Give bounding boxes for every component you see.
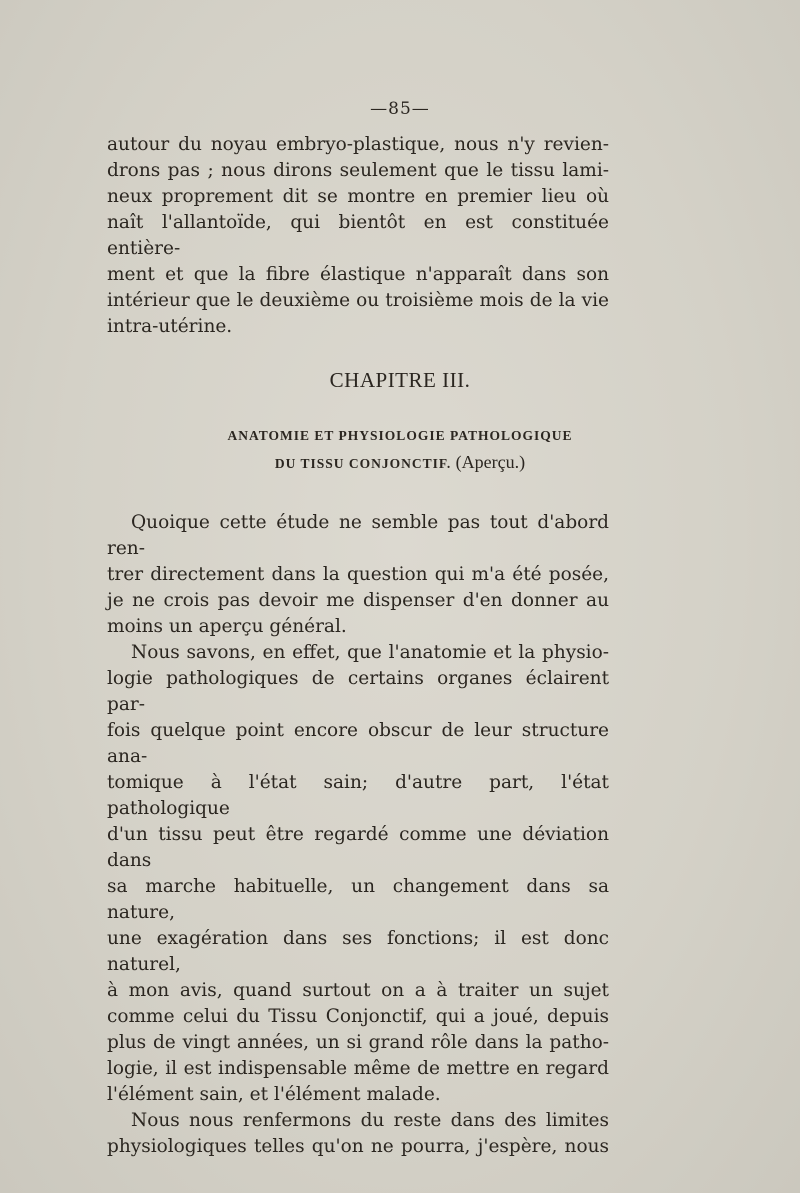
text-line: intra-utérine. bbox=[107, 316, 233, 337]
page-number: —85— bbox=[370, 99, 430, 119]
section-title-line-2 bbox=[0, 452, 800, 473]
body-paragraphs bbox=[107, 510, 609, 1160]
text-line: autour du noyau embryo-plastique, nous n'y revien- bbox=[107, 134, 609, 155]
text-line: trer directement dans la question qui m'a été posée, bbox=[107, 564, 609, 585]
text-line: neux proprement dit se montre en premier lieu où bbox=[107, 186, 609, 207]
text-line: naît l'allantoïde, qui bientôt en est constituée entière- bbox=[107, 212, 609, 259]
text-line: d'un tissu peut être regardé comme une déviation dans bbox=[107, 824, 609, 871]
text-line: je ne crois pas devoir me dispenser d'en donner au bbox=[107, 590, 609, 611]
text-line: à mon avis, quand surtout on a à traiter un sujet bbox=[107, 980, 609, 1001]
text-line: logie pathologiques de certains organes éclairent par- bbox=[107, 668, 609, 715]
text-line: Nous savons, en effet, que l'anatomie et la physio- bbox=[131, 642, 609, 663]
text-line: tomique à l'état sain; d'autre part, l'état pathologique bbox=[107, 772, 609, 819]
section-title-main: DU TISSU CONJONCTIF. bbox=[274, 456, 452, 471]
paragraph-continuation bbox=[107, 132, 609, 340]
text-line: drons pas ; nous dirons seulement que le tissu lami- bbox=[107, 160, 609, 181]
text-line: une exagération dans ses fonctions; il est donc naturel, bbox=[107, 928, 609, 975]
text-line: comme celui du Tissu Conjonctif, qui a joué, depuis bbox=[107, 1006, 609, 1027]
section-title-aside: (Aperçu.) bbox=[455, 452, 526, 472]
chapter-heading: CHAPITRE III. bbox=[329, 368, 471, 392]
text-line: plus de vingt années, un si grand rôle dans la patho- bbox=[107, 1032, 609, 1053]
text-line: moins un aperçu général. bbox=[107, 616, 347, 637]
text-line: Quoique cette étude ne semble pas tout d'abord ren- bbox=[107, 512, 609, 559]
section-title-line-1: ANATOMIE ET PHYSIOLOGIE PATHOLOGIQUE bbox=[227, 428, 573, 443]
text-line: intérieur que le deuxième ou troisième mois de la vie bbox=[107, 290, 609, 311]
text-line: fois quelque point encore obscur de leur structure ana- bbox=[107, 720, 609, 767]
text-line: ment et que la fibre élastique n'apparaît dans son bbox=[107, 264, 609, 285]
text-line: sa marche habituelle, un changement dans sa nature, bbox=[107, 876, 609, 923]
text-line: Nous nous renfermons du reste dans des limites bbox=[131, 1110, 609, 1131]
text-line: physiologiques telles qu'on ne pourra, j'espère, nous bbox=[107, 1136, 609, 1157]
text-line: logie, il est indispensable même de mettre en regard bbox=[107, 1058, 609, 1079]
text-line: l'élément sain, et l'élément malade. bbox=[107, 1084, 441, 1105]
